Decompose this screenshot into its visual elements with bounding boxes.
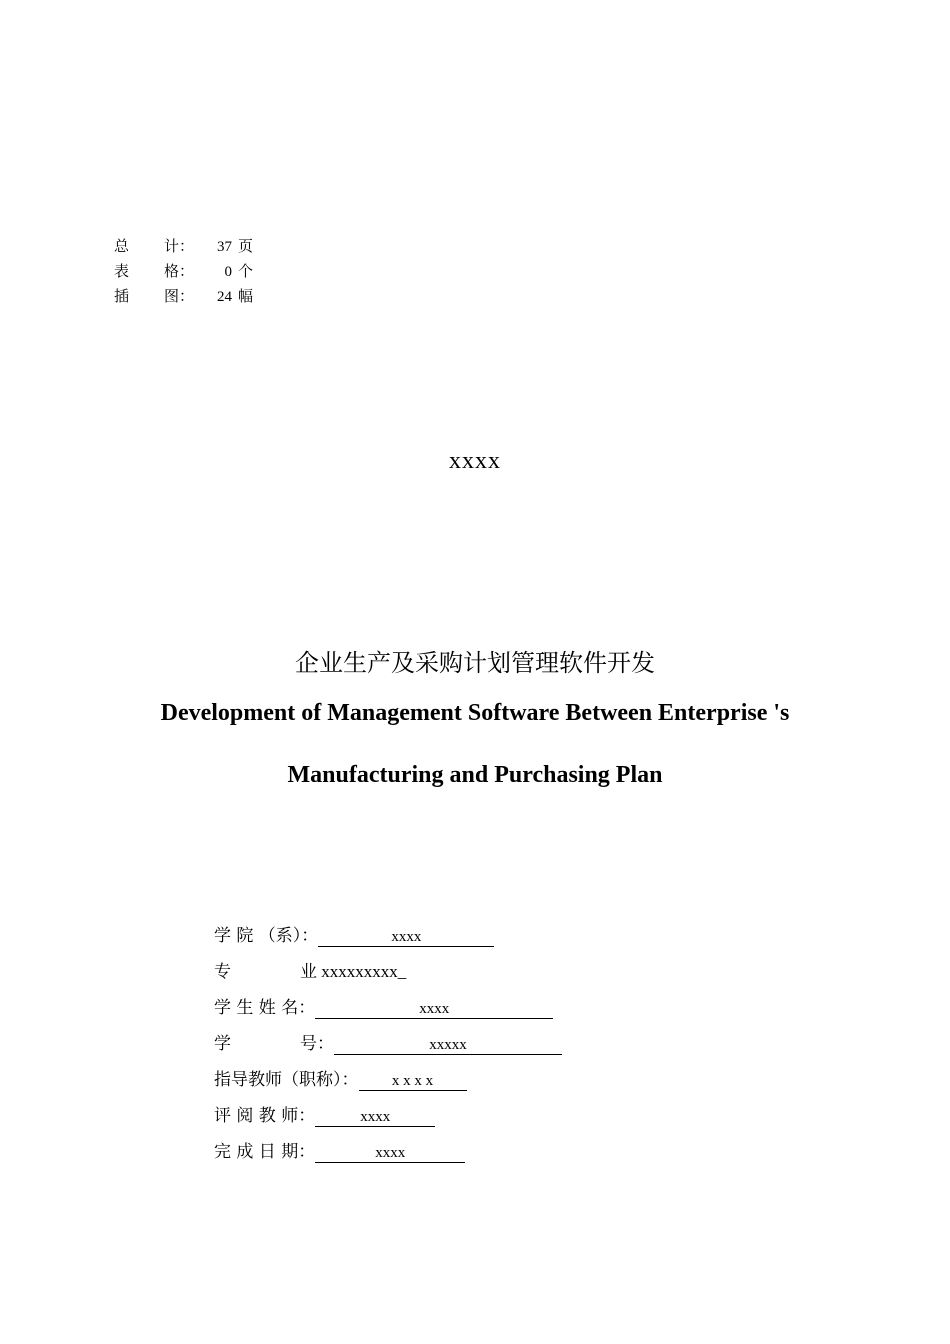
page-stats (114, 236, 253, 311)
reviewer-label: 评 阅 教 师： (214, 1106, 316, 1126)
author-info (214, 924, 562, 1176)
student-name-value: xxxx (315, 1000, 553, 1019)
stat-unit: 个 (238, 262, 254, 280)
student-name-label: 学 生 姓 名： (214, 998, 316, 1018)
major-value: 业 xxxxxxxxx_ (300, 962, 407, 981)
stat-label: 插 (114, 287, 130, 305)
info-row-student (214, 996, 562, 1032)
info-row-date (214, 1140, 562, 1176)
info-row-major (214, 960, 562, 996)
thesis-title-english-line1: Development of Management Software Between Enterprise 's (160, 700, 790, 726)
completion-date-label: 完 成 日 期： (214, 1142, 316, 1162)
stat-unit: 幅 (238, 287, 254, 305)
stat-label-suffix: 图： (164, 287, 195, 305)
stat-value: 0 (224, 264, 232, 280)
info-row-student-id (214, 1032, 562, 1068)
student-id-value: xxxxx (334, 1036, 562, 1055)
completion-date-value: xxxx (315, 1144, 465, 1163)
college-label: 学 院 （系）： (214, 926, 319, 946)
info-row-reviewer (214, 1104, 562, 1140)
reviewer-value: xxxx (315, 1108, 435, 1127)
college-value: xxxx (318, 928, 494, 947)
info-row-college (214, 924, 562, 960)
student-id-label: 学 (214, 1034, 231, 1054)
stat-value: 37 (217, 239, 232, 255)
stat-label: 表 (114, 262, 130, 280)
advisor-label: 指导教师（职称）： (214, 1070, 359, 1090)
stat-value: 24 (217, 289, 232, 305)
stat-label: 总 (114, 237, 130, 255)
thesis-title-english-line2: Manufacturing and Purchasing Plan (287, 762, 663, 788)
stat-row-figures (114, 286, 253, 311)
stat-row-tables (114, 261, 253, 286)
advisor-value: x x x x (359, 1072, 467, 1091)
major-label: 专 (214, 962, 231, 982)
thesis-title-chinese: 企业生产及采购计划管理软件开发 (295, 649, 655, 677)
stat-label-suffix: 计： (164, 237, 195, 255)
stat-row-pages (114, 236, 253, 261)
student-id-label-suffix: 号： (300, 1034, 334, 1054)
school-name: xxxx (449, 448, 501, 474)
stat-label-suffix: 格： (164, 262, 195, 280)
stat-unit: 页 (238, 237, 254, 255)
info-row-advisor (214, 1068, 562, 1104)
